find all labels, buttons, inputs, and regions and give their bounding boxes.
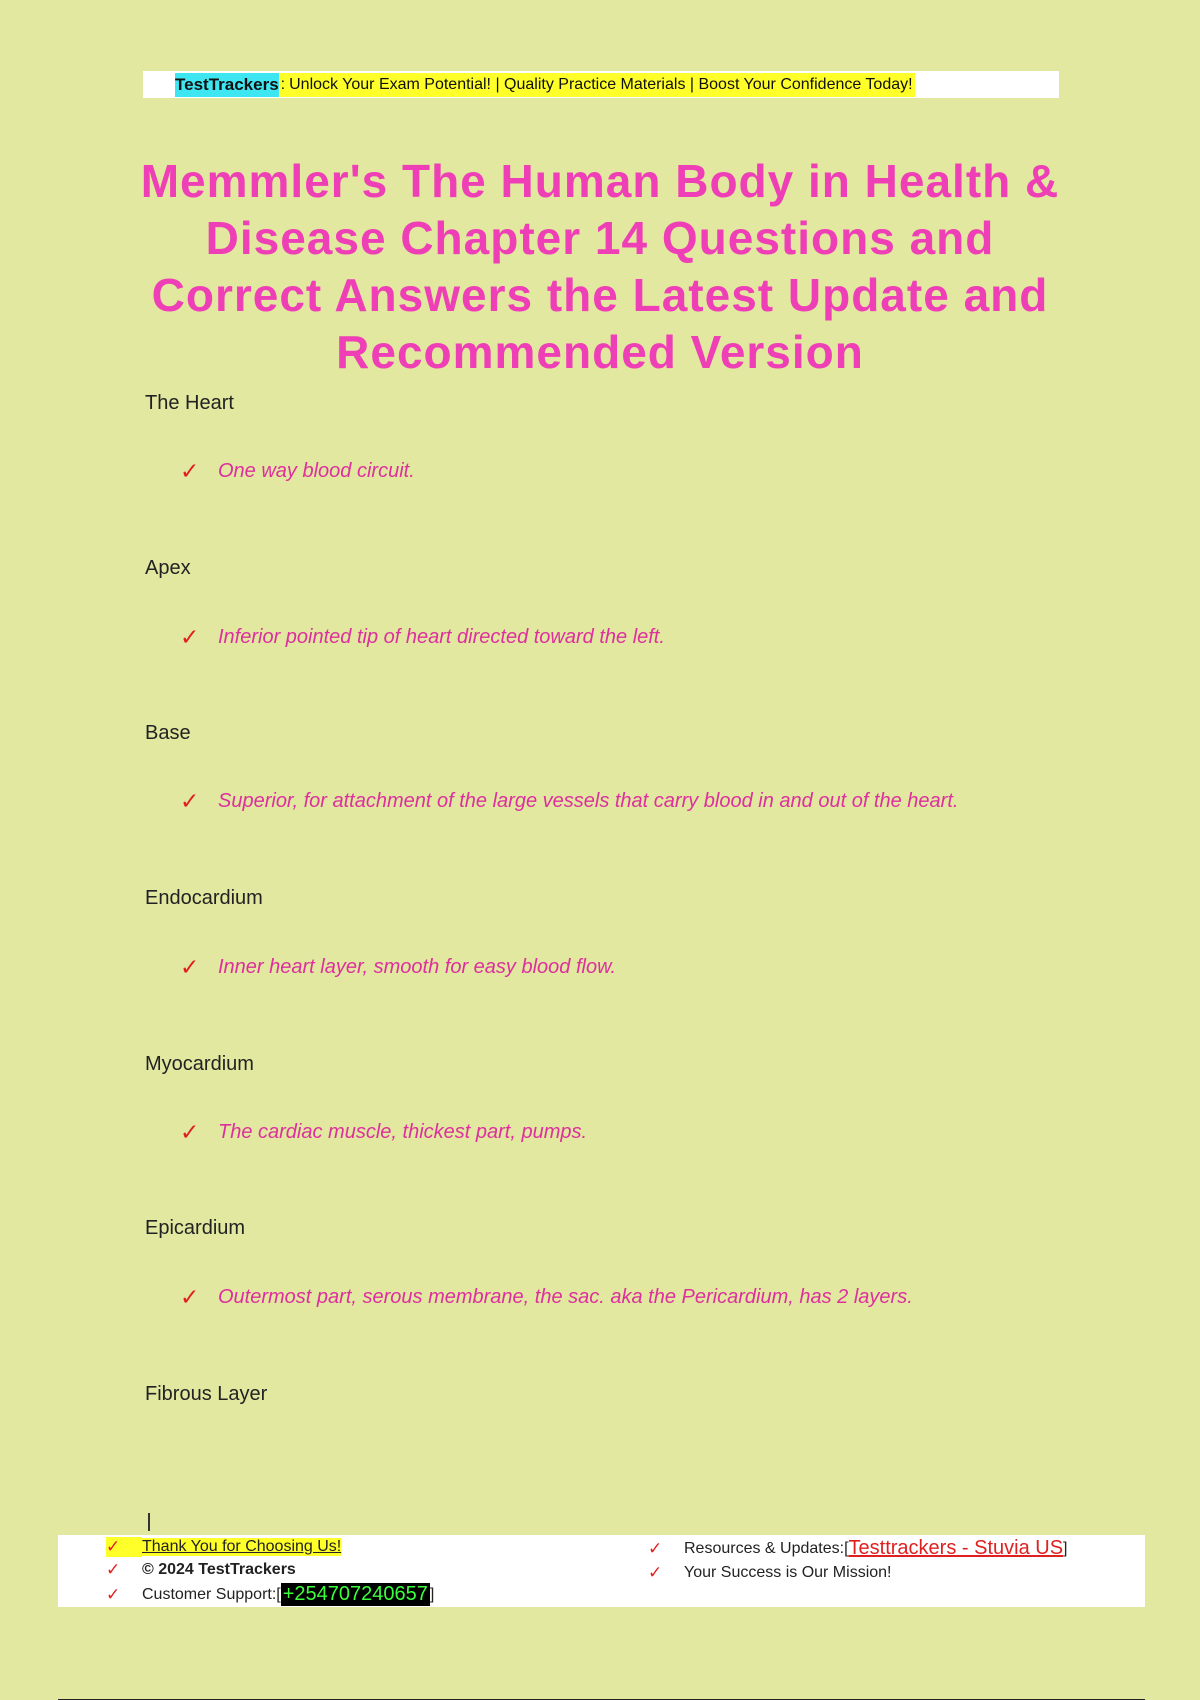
term-heading: Myocardium xyxy=(145,1053,254,1075)
term-heading: The Heart xyxy=(145,392,234,414)
support-phone[interactable]: +254707240657 xyxy=(282,1583,428,1605)
header-banner xyxy=(143,71,1059,98)
bracket-open: [ xyxy=(276,1585,281,1603)
answer-text: Outermost part, serous membrane, the sac. aka the Pericardium, has 2 layers. xyxy=(218,1286,913,1308)
checkmark-icon: ✓ xyxy=(648,1563,663,1582)
answer-text: The cardiac muscle, thickest part, pumps. xyxy=(218,1121,588,1143)
footer-copyright xyxy=(106,1560,296,1580)
footer-thanks xyxy=(106,1537,341,1557)
checkmark-icon: ✓ xyxy=(648,1538,663,1558)
thanks-text: Thank You for Choosing Us! xyxy=(142,1538,342,1555)
document-title: Memmler's The Human Body in Health & Disease Chapter 14 Questions and Correct Answers the Latest Update and Recommended Version xyxy=(140,155,1060,378)
answer-item xyxy=(180,624,665,651)
checkmark-icon: ✓ xyxy=(180,1119,200,1145)
banner-tagline: Unlock Your Exam Potential! | Quality Practice Materials | Boost Your Confidence Today! xyxy=(287,73,914,97)
checkmark-icon: ✓ xyxy=(106,1584,121,1604)
checkmark-icon: ✓ xyxy=(180,458,200,484)
banner-separator: : xyxy=(279,73,287,97)
copyright-text: © 2024 TestTrackers xyxy=(142,1561,296,1578)
bracket-close: ] xyxy=(1063,1539,1068,1557)
term-heading: Endocardium xyxy=(145,887,263,909)
answer-item xyxy=(180,1284,913,1311)
term-heading: Fibrous Layer xyxy=(145,1383,268,1405)
footer-support xyxy=(106,1583,434,1606)
checkmark-icon: ✓ xyxy=(180,1284,200,1310)
answer-text: Inferior pointed tip of heart directed toward the left. xyxy=(218,626,665,648)
term-heading: Epicardium xyxy=(145,1217,246,1239)
bracket-close: ] xyxy=(429,1585,435,1603)
answer-text: Inner heart layer, smooth for easy blood flow. xyxy=(218,956,616,978)
answer-item xyxy=(180,458,415,485)
answer-item xyxy=(180,954,616,981)
answer-text: Superior, for attachment of the large vessels that carry blood in and out of the heart. xyxy=(218,790,959,812)
answer-text: One way blood circuit. xyxy=(218,460,415,482)
checkmark-icon: ✓ xyxy=(180,954,200,980)
term-heading: Base xyxy=(145,722,191,744)
checkmark-icon: ✓ xyxy=(106,1560,121,1579)
checkmark-icon: ✓ xyxy=(180,624,200,650)
text-cursor xyxy=(148,1513,150,1531)
bracket-open: [ xyxy=(844,1539,849,1557)
footer xyxy=(58,1535,1145,1607)
resources-label: Resources & Updates: xyxy=(684,1539,845,1557)
support-label: Customer Support: xyxy=(142,1585,277,1603)
resources-link[interactable]: Testtrackers - Stuvia US xyxy=(848,1537,1064,1559)
mission-text: Your Success is Our Mission! xyxy=(684,1564,892,1581)
answer-item xyxy=(180,1119,587,1146)
footer-resources xyxy=(648,1537,1068,1560)
footer-mission xyxy=(648,1563,891,1583)
term-heading: Apex xyxy=(145,557,191,579)
answer-item xyxy=(180,788,958,815)
checkmark-icon: ✓ xyxy=(106,1537,142,1557)
checkmark-icon: ✓ xyxy=(180,788,200,814)
banner-brand: TestTrackers xyxy=(175,73,279,97)
